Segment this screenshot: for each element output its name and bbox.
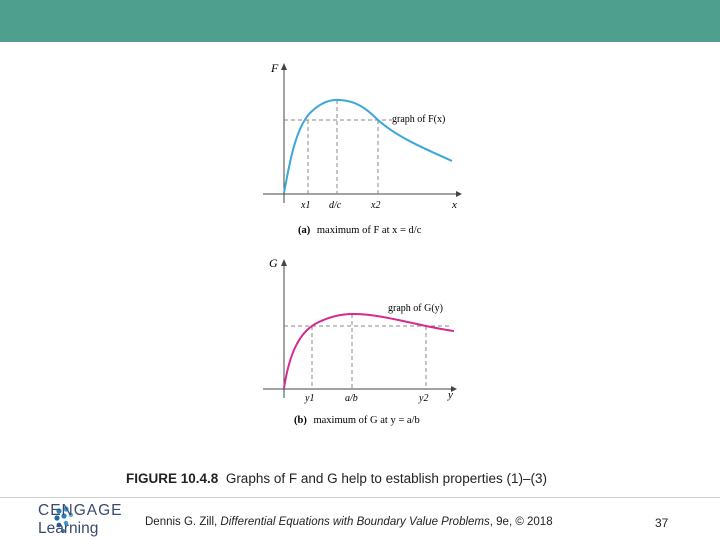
credit-rest: , 9e, © 2018 xyxy=(489,516,553,528)
page-number: 37 xyxy=(655,516,669,530)
footer-divider xyxy=(0,497,720,498)
graph-a-sublabel-letter: (a) xyxy=(298,225,311,236)
graph-b-y-label: G xyxy=(269,256,278,270)
caption-text: Graphs of F and G help to establish properties (1)–(3) xyxy=(225,471,547,486)
graph-b-tick-y1: y1 xyxy=(305,393,315,404)
graph-b-sublabel-text: maximum of G at y = a/b xyxy=(313,415,420,426)
credit-title: Differential Equations with Boundary Value Problems xyxy=(220,516,490,528)
footer-credit xyxy=(145,516,553,528)
graph-b-curve xyxy=(284,314,454,388)
credit-author: Dennis G. Zill, xyxy=(145,516,221,528)
graph-a-curve-label: graph of F(x) xyxy=(392,114,446,125)
caption-lead: FIGURE 10.4.8 xyxy=(126,471,219,486)
graph-a-sublabel-text: maximum of F at x = d/c xyxy=(316,225,422,236)
graph-b-tick-y2: y2 xyxy=(419,393,429,404)
graph-a-tick-x2: x2 xyxy=(371,200,381,211)
graph-b-sublabel-letter: (b) xyxy=(294,415,307,426)
graph-b xyxy=(263,256,457,426)
graph-a-x-arrow xyxy=(456,191,462,197)
graph-b-curve-label: graph of G(y) xyxy=(388,303,443,314)
figure-caption xyxy=(126,471,547,486)
graph-a-x-label: x xyxy=(452,199,457,211)
graph-a-y-arrow xyxy=(281,63,287,70)
graph-a-tick-max: d/c xyxy=(329,200,342,211)
graph-a-y-label: F xyxy=(271,61,279,75)
graph-a xyxy=(263,61,462,236)
graph-b-y-arrow xyxy=(281,259,287,266)
graph-b-tick-max: a/b xyxy=(345,393,358,404)
cengage-logo-text xyxy=(38,503,123,536)
logo-line1: CENGAGE xyxy=(38,502,123,519)
graph-a-tick-x1: x1 xyxy=(301,200,311,211)
logo-line2: Learning xyxy=(38,519,99,537)
graph-a-sublabel xyxy=(298,225,422,236)
graph-b-x-label: y xyxy=(448,389,453,401)
graph-b-sublabel xyxy=(294,415,420,426)
